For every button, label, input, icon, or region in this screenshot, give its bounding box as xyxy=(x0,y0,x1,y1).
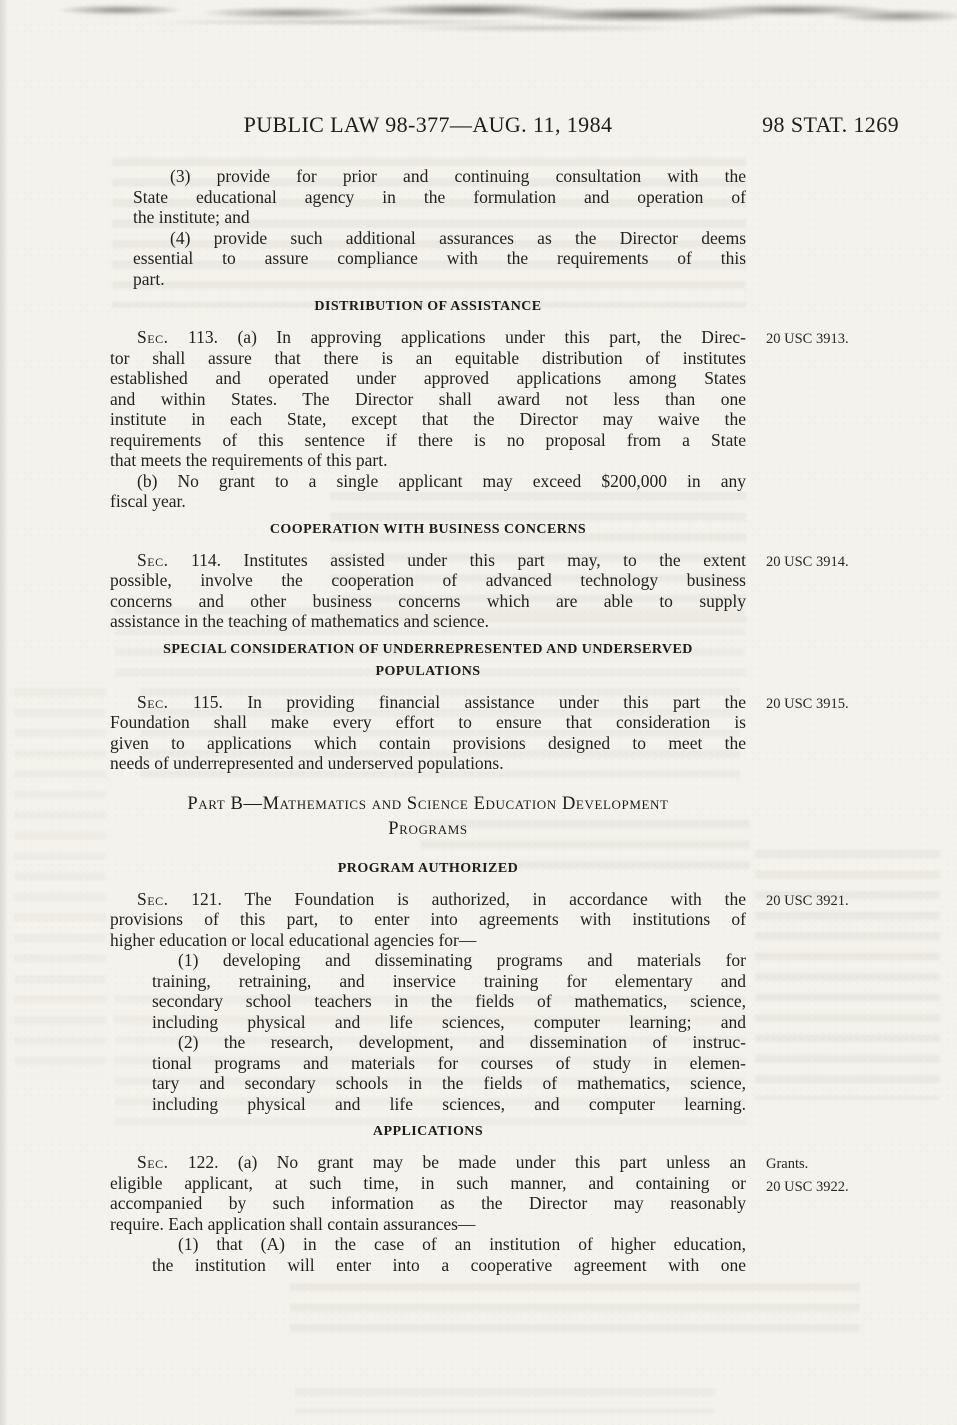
text-line: (3) provide for prior and continuing consultation with the xyxy=(170,166,746,186)
text-line: and within States. The Director shall award not less than one xyxy=(110,388,746,409)
section-heading xyxy=(110,296,746,318)
text-line: fiscal year. xyxy=(110,491,186,511)
statute-paragraph xyxy=(110,327,849,471)
text-line: (b) No grant to a single applicant may exceed $200,000 in any xyxy=(137,470,746,491)
text-line: COOPERATION WITH BUSINESS CONCERNS xyxy=(269,521,587,537)
text-line: training, retraining, and inservice training for elementary and xyxy=(152,970,746,991)
scan-artifact-top xyxy=(0,0,957,40)
text-line: tional programs and materials for courses of study in elemen- xyxy=(152,1052,746,1073)
text-line: higher education or local educational agencies for— xyxy=(110,929,477,950)
text-line: require. Each application shall contain assurances— xyxy=(110,1213,476,1234)
text-line: (1) developing and disseminating programs and materials for xyxy=(178,950,746,970)
text-line: needs of underrepresented and underserved populations. xyxy=(110,753,504,773)
bleedthrough-texture xyxy=(755,850,940,1100)
text-line: the institute; and xyxy=(133,207,250,227)
statute-numbered-item xyxy=(152,950,746,1032)
text-line: including physical and life sciences, computer learning; and xyxy=(152,1011,746,1032)
text-line: Foundation shall make every effort to ensure that consideration is xyxy=(110,712,746,732)
section-heading xyxy=(110,519,746,541)
statute-paragraph xyxy=(110,549,849,632)
margin-notes xyxy=(766,328,936,351)
statute-paragraph xyxy=(110,888,849,951)
margin-note: 20 USC 3915. xyxy=(766,695,849,712)
section-heading xyxy=(110,1121,746,1143)
text-line: PROGRAM AUTHORIZED xyxy=(337,860,519,876)
statute-clause xyxy=(133,228,746,290)
statute-paragraph xyxy=(110,471,746,512)
section-label: Sec. xyxy=(137,549,169,570)
text-line: established and operated under approved applications among States xyxy=(110,368,746,388)
section-label: Sec. xyxy=(137,691,169,712)
text-line: tor shall assure that there is an equitable distribution of institutes xyxy=(110,347,746,368)
text-line: tary and secondary schools in the fields of mathematics, science, xyxy=(152,1073,746,1093)
section-heading xyxy=(110,639,746,683)
text-line: given to applications which contain provisions designed to meet the xyxy=(110,732,746,753)
text-line: Sec. 114. Institutes assisted under this part may, to the extent xyxy=(137,549,746,570)
text-line: part. xyxy=(133,268,165,289)
text-line: APPLICATIONS xyxy=(372,1124,484,1139)
running-head-law-title: PUBLIC LAW 98-377—AUG. 11, 1984 xyxy=(243,112,613,137)
text-line: provisions of this part, to enter into agreements with institutions of xyxy=(110,909,746,929)
section-heading xyxy=(110,858,746,880)
bleedthrough-texture xyxy=(290,1283,860,1338)
text-line: (1) that (A) in the case of an institution of higher education, xyxy=(178,1234,746,1254)
text-line: (4) provide such additional assurances as the Director deems xyxy=(170,227,746,248)
text-line: concerns and other business concerns which are able to supply xyxy=(110,590,746,611)
text-line: SPECIAL CONSIDERATION OF UNDERREPRESENTED AND UNDERSERVED xyxy=(163,641,693,657)
margin-note: 20 USC 3921. xyxy=(766,892,849,909)
text-line: that meets the requirements of this part. xyxy=(110,450,388,470)
text-line: (2) the research, development, and dissemination of instruc- xyxy=(178,1032,746,1052)
text-line: Sec. 121. The Foundation is authorized, in accordance with the xyxy=(137,888,746,909)
text-line: DISTRIBUTION OF ASSISTANCE xyxy=(314,299,542,314)
text-line: Programs xyxy=(388,818,468,839)
text-line: POPULATIONS xyxy=(375,663,481,679)
running-head-stat-number: 98 STAT. 1269 xyxy=(762,112,899,137)
statute-paragraph xyxy=(110,1152,849,1234)
section-label: Sec. xyxy=(137,888,169,909)
bleedthrough-texture xyxy=(295,1388,715,1414)
text-line: essential to assure compliance with the requirements of this xyxy=(133,248,746,268)
text-line: Sec. 113. (a) In approving applications under this part, the Direc- xyxy=(137,327,746,347)
statute-numbered-item xyxy=(152,1032,746,1114)
margin-notes xyxy=(766,1153,936,1199)
section-label: Sec. xyxy=(137,327,169,347)
part-heading xyxy=(110,792,746,842)
text-line: requirements of this sentence if there is no proposal from a State xyxy=(110,429,746,450)
margin-note: 20 USC 3913. xyxy=(766,331,849,347)
margin-notes xyxy=(766,693,936,716)
text-line: State educational agency in the formulation and operation of xyxy=(133,186,746,207)
margin-note: 20 USC 3922. xyxy=(766,1179,849,1195)
text-line: accompanied by such information as the Director may reasonably xyxy=(110,1193,746,1213)
text-line: secondary school teachers in the fields of mathematics, science, xyxy=(152,991,746,1011)
text-line: including physical and life sciences, and computer learning. xyxy=(152,1093,746,1114)
text-line: assistance in the teaching of mathematics and science. xyxy=(110,611,490,631)
margin-note: 20 USC 3914. xyxy=(766,553,849,570)
text-line: eligible applicant, at such time, in such manner, and containing or xyxy=(110,1172,746,1193)
text-line: institute in each State, except that the Director may waive the xyxy=(110,409,746,429)
section-label: Sec. xyxy=(137,1152,169,1172)
bleedthrough-texture xyxy=(14,688,106,1078)
text-line: Sec. 122. (a) No grant may be made under this part unless an xyxy=(137,1152,746,1172)
margin-notes xyxy=(766,551,936,574)
body-content xyxy=(110,166,849,1275)
text-line: Sec. 115. In providing financial assistance under this part the xyxy=(137,691,746,712)
text-line: possible, involve the cooperation of advanced technology business xyxy=(110,570,746,590)
text-line: Part B—Mathematics and Science Education Development xyxy=(187,793,669,814)
statute-numbered-item xyxy=(152,1234,746,1275)
text-line: the institution will enter into a cooperative agreement with one xyxy=(152,1254,746,1275)
statute-clause xyxy=(133,166,746,228)
margin-note: Grants. xyxy=(766,1156,809,1172)
margin-notes xyxy=(766,890,936,913)
statute-paragraph xyxy=(110,691,849,774)
